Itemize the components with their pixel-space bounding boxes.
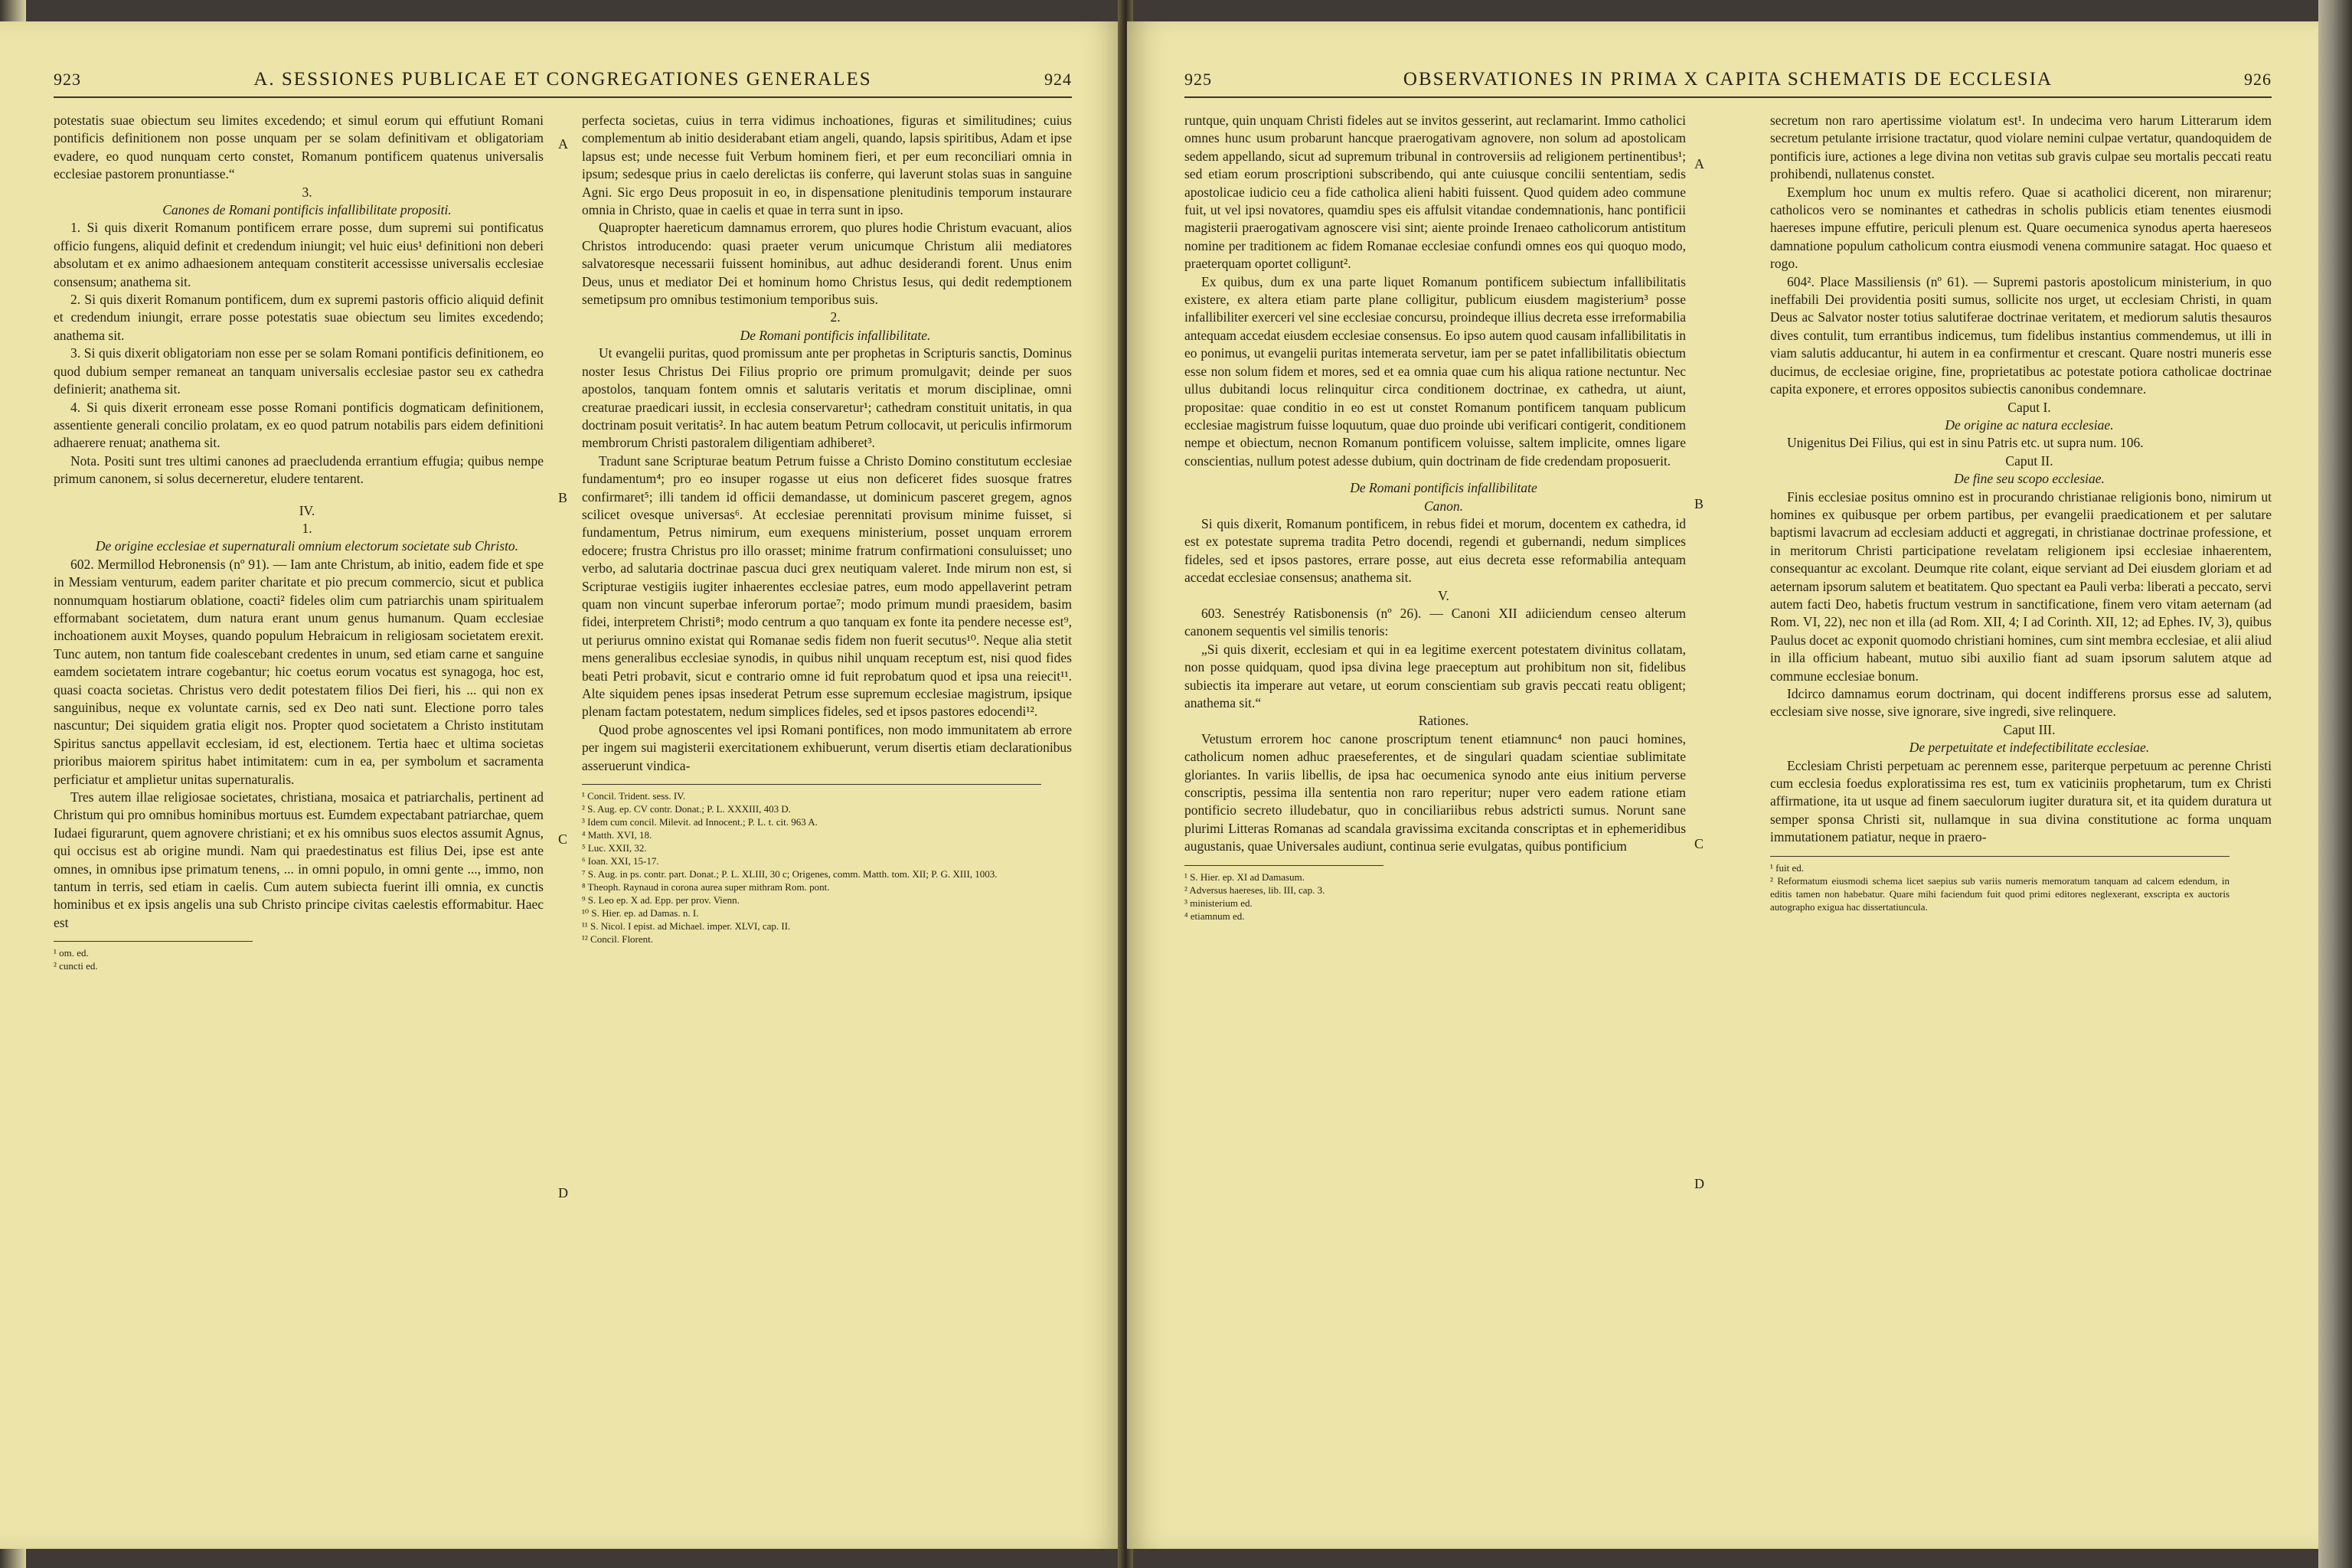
footnote: ² S. Aug. ep. CV contr. Donat.; P. L. XXXIII, 403 D. — [582, 803, 792, 815]
left-page — [0, 21, 1122, 1549]
paragraph: Ut evangelii puritas, quod promissum ante per prophetas in Scripturis sanctis, Dominus noster Iesus Christus Dei Filius proprio ore primum promulgavit; deinde per suos apostolos, tanquam fontem omnis et salutaris veritatis et morum disciplinae, omni creaturae praedicari iussit, in ecclesia conservaretur¹; cathedram constituit unitatis, in qua doctrinam posuit veritatis². In hac autem beatum Petrum collocavit, ut periculis infirmorum membrorum Christi pastoralem diligentiam adhiberet³. — [582, 345, 1072, 451]
section-heading: Canones de Romani pontificis infallibilitate propositi. — [162, 202, 452, 218]
footnote: ² cuncti ed. — [54, 960, 98, 972]
page-number-925: 925 — [1184, 70, 1212, 89]
footnote: ¹⁰ S. Hier. ep. ad Damas. n. I. — [582, 907, 699, 920]
section-number: IV. — [299, 502, 315, 518]
chapter-heading: Caput III. — [2003, 721, 2056, 737]
margin-letter: C — [558, 831, 568, 847]
footnote: ¹ fuit ed. — [1770, 861, 1804, 874]
footnote: ⁵ Luc. XXII, 32. — [582, 842, 647, 854]
footnotes — [1770, 856, 2230, 913]
right-page-column-2 — [1770, 112, 2272, 913]
paragraph: Unigenitus Dei Filius, qui est in sinu Patris etc. ut supra num. 106. — [1787, 435, 2144, 451]
paragraph: perfecta societas, cuius in terra vidimus inchoationes, figuras et similitudines; cuius complementum ab initio desiderabant etiam angeli, quando, lapsis spiritibus, Adam et ipse lapsus est; unde necesse fuit Verbum hominem fieri, et per eum reconciliari omnia in ipsum; sedesque prius in caelo derelictas iis conferre, qui laverunt stolas suas in sanguine Agni. Sic ergo Deus proposuit in eo, in dispensatione plenitudinis temporum instaurare omnia in Christo, quae in caelis et quae in terra sunt in ipso. — [582, 113, 1072, 218]
margin-letter: A — [558, 136, 568, 152]
footnote: ¹ S. Hier. ep. XI ad Damasum. — [1184, 871, 1305, 883]
paragraph: Nota. Positi sunt tres ultimi canones ad praecludenda errantium effugia; quibus nempe primum canonem, si solus decerneretur, eludere tentarent. — [54, 452, 544, 487]
paragraph: potestatis suae obiectum seu limites excedendo; et simul eorum qui effutiunt Romani pontificis definitionem non posse unquam per se solam definitivam et obligatoriam evadere, eo quod nunquam certo constet, Romanum pontificem quatenus universalis ecclesiae pastorem pronuntiasse.“ — [54, 113, 544, 182]
running-head-left — [54, 69, 1072, 90]
section-heading: Rationes. — [1418, 713, 1469, 729]
paragraph: Si quis dixerit, Romanum pontificem, in rebus fidei et morum, docentem ex cathedra, id est ex potestate suprema tradita Petro docendi, regendi et gubernandi, nedum simplices fideles, sed et ipsos pastores, errare posse, aut eius decreta esse reformabilia antequam accedat ecclesiae consensus; anathema sit. — [1184, 515, 1686, 586]
page-number-924: 924 — [1044, 70, 1072, 89]
footnote: ⁴ etiamnum ed. — [1184, 910, 1245, 922]
section-heading: De Romani pontificis infallibilitate — [1350, 480, 1537, 496]
paragraph: Vetustum errorem hoc canone proscriptum tenent etiamnunc⁴ non pauci homines, catholicum nomen adhuc praeseferentes, et de singulari quadam scientiae sublimitate gloriantes. In variis libellis, de ipsa hac oecumenica synodo ante eius initium perverse conscriptis, pessima illa sententia non raro reperitur; nuper vero eadem ratione etiam pontificio secreto illudebatur, quo in conciliariibus rebus adstricti sumus. Norunt sane plurimi Litteras Romanas ad scandala gravissima excitanda conscriptas et in ephemeridibus augustanis, quae Universales audiunt, continua serie evulgatas, quibus pontificium — [1184, 730, 1686, 854]
paragraph: Quod probe agnoscentes vel ipsi Romani pontifices, non modo immunitatem ab errore per ingem sui magisterii exercitationem exhibuerunt, verum disertis etiam declarationibus asseruerunt vindica- — [582, 721, 1072, 773]
paragraph: 603. Senestréy Ratisbonensis (nº 26). — Canoni XII adiiciendum censeo alterum canonem sequentis vel similis tenoris: — [1184, 605, 1686, 639]
chapter-title: De fine seu scopo ecclesiae. — [1954, 471, 2105, 487]
footnote: ⁴ Matth. XVI, 18. — [582, 829, 652, 841]
paragraph: Idcirco damnamus eorum doctrinam, qui docent indifferens prorsus esse ad salutem, ecclesiam sive nosse, sive ignorare, sive ingredi, sive relinquere. — [1770, 686, 2272, 720]
paragraph: runtque, quin unquam Christi fideles aut se invitos gesserint, aut reclamarint. Immo catholici omnes hunc usum probarunt hancque praerogativam agnovere, non solum ad apostolicam sedem appellando, sicut ad supremum tribunal in controversiis ad religionem pertinentibus¹; sed etiam eorum proscriptioni subscribendo, qui ante cuiusque concilii sententiam, sedis apostolicae iudicio ceu a fide catholica alieni habiti fuissent. Quod quidem adeo commune fuit, ut vel ipsi novatores, quamdiu spes eis affulsit vitandae condemnationis, hanc pontificii magisterii praerogativam agnoscere visi sint; aiente proinde Irenaeo catholicorum antistitum nomine per traditionem ac fidem Romanae ecclesiae confundi omnes eos qui quoquo modo, praeterquam oportet colligunt². — [1184, 113, 1686, 272]
running-title-right: OBSERVATIONES IN PRIMA X CAPITA SCHEMATIS DE ECCLESIA — [1403, 69, 2053, 90]
chapter-title: De origine ac natura ecclesiae. — [1945, 416, 2114, 433]
margin-letter: B — [558, 490, 568, 505]
right-page — [1127, 21, 2318, 1549]
chapter-heading: Caput I. — [2007, 399, 2051, 415]
margin-letter: C — [1694, 836, 1704, 851]
paragraph: 3. Si quis dixerit obligatoriam non esse per se solam Romani pontificis definitionem, eo quod dubium semper remaneat an tanquam universalis ecclesiae pastor seu ex cathedra definierit; anathema sit. — [54, 345, 544, 397]
section-number: 2. — [830, 309, 841, 325]
margin-letter: D — [558, 1185, 568, 1200]
left-page-column-2 — [582, 112, 1072, 946]
section-heading: Canon. — [1423, 498, 1464, 514]
page-number-923: 923 — [54, 70, 81, 89]
paragraph: Tres autem illae religiosae societates, christiana, mosaica et patriarchalis, pertinent ad Christum qui pro omnibus hominibus mortuus est. Eumdem expectabant patriarchae, quem Iudaei figurarunt, quem agnovere christiani; et ex his omnibus suos electos assumit Agnus, qui occisus est ab origine mundi. Nam qui praedestinatus est filius Dei, ipse est ante omnes, in omnibus ipse primatum tenens, ... in omni populo, in omni gente ..., immo, non tantum in terris, sed etiam in caelis. Cum autem subiecta fuerint illi omnia, ex cunctis hominibus et ex ipsis angelis una sub Christo principe civitas caelestis efformabitur. Haec est — [54, 789, 544, 930]
footnote: ⁷ S. Aug. in ps. contr. part. Donat.; P. L. XLIII, 30 c; Origenes, comm. Matth. tom. XII; P. G. XIII, 1003. — [582, 868, 998, 880]
paragraph: 1. Si quis dixerit Romanum pontificem errare posse, dum supremi sui pontificatus officio fungens, aliquid definit et credendum iniungit; vel huic eius¹ definitioni non deberi absolutam et ex animo adhaesionem antequam constiterit accessisse universalis ecclesiae consensum; anathema sit. — [54, 220, 544, 289]
left-page-column-1 — [54, 112, 544, 972]
footnote: ¹ Concil. Trident. sess. IV. — [582, 790, 686, 802]
paragraph: 2. Si quis dixerit Romanum pontificem, dum ex supremi pastoris officio aliquid definit et credendum iniungit, errare posse potestatis suae obiectum seu limites excedendo; anathema sit. — [54, 292, 544, 343]
running-head-right — [1184, 69, 2272, 90]
right-page-column-1 — [1184, 112, 1686, 923]
chapter-title: De perpetuitate et indefectibilitate ecclesiae. — [1909, 740, 2150, 756]
footnote: ² Adversus haereses, lib. III, cap. 3. — [1184, 884, 1325, 896]
footnote: ¹² Concil. Florent. — [582, 933, 654, 946]
footnote: ³ Idem cum concil. Milevit. ad Innocent.; P. L. t. cit. 963 A. — [582, 816, 818, 828]
margin-letter: B — [1694, 496, 1704, 511]
paragraph: Ecclesiam Christi perpetuam ac perennem esse, pariterque perpetuum ac perenne Christi cum ecclesia foedus exploratissima res est, tum ex vaticiniis prophetarum, tum ex Christi affirmatione, ita ut usque ad finem saeculorum iugiter duratura sit, et ita quidem duratura ut semper sponsa Christi sit, nullamque in sua divina constitutione ac forma unquam immutationem patiatur, neque in praero- — [1770, 757, 2272, 845]
footnote: ² Reformatum eiusmodi schema licet saepius sub variis numeris memoratum tanquam ad calcem edendum, in editis tamen non habebatur. Quare mihi faciendum fuit quod primi editores neglexerant, exscripta ex auctoris autographo exigua hac dissertatiuncula. — [1770, 874, 2230, 913]
margin-letter: D — [1694, 1176, 1704, 1191]
section-heading: De origine ecclesiae et supernaturali omnium electorum societate sub Christo. — [95, 538, 519, 554]
header-rule — [1184, 96, 2272, 98]
paragraph: 4. Si quis dixerit erroneam esse posse Romani pontificis dogmaticam definitionem, assentiente generali concilio prolatam, ex eo quod patrum notabilis pars eidem definitioni adhaerere renuat; anathema sit. — [54, 399, 544, 451]
paragraph: Exemplum hoc unum ex multis refero. Quae si acatholici dicerent, non mirarenur; catholicos vero se nominantes et cathedras in scholis publicis etiam tenentes eiusmodi haereses impune effutire, periculi plenum est. Quare oecumenica synodus aperta haereseos damnatione populum catholicum contra eiusmodi venena communire satagat. Hoc quaeso et rogo. — [1770, 184, 2272, 272]
paragraph: Ex quibus, dum ex una parte liquet Romanum pontificem subiectum infallibilitatis existere, ex altera etiam parte plane colligitur, publicum eiusdem magisterium³ posse infallibiliter exerceri vel sine ecclesiae concursu, proindeque illius decreta esse irreformabilia antequam accedat eiusdem ecclesiae consensus. Eo ipso autem quod causam infallibilitatis in eo ponimus, ut evangelii puritas intemerata servetur, iam per se patet infallibilitatis obiectum esse non solum fidem et mores, sed et ea omnia quae cum his aliqua ratione nectuntur. Nec ullus dubitandi locus relinquitur circa conditionem doctrinae, ex cathedra, ut aiunt, propositae: quae conditio in eo est ut constet Romanum pontificem tanquam publicum ecclesiae magistrum fuisse loquutum, quae duo proinde ubi verificari contigerit, conditionem nempe et obiectum, necnon Romanum pontificem voluisse, saltem implicite, omnes ligare conscientias, nullum potest adesse dubium, quin doctrinam de fide credendam proposuerit. — [1184, 273, 1686, 469]
footnotes — [582, 784, 1041, 946]
footnotes — [54, 941, 253, 972]
footnote: ⁹ S. Leo ep. X ad. Epp. per prov. Vienn. — [582, 894, 740, 906]
section-heading: De Romani pontificis infallibilitate. — [740, 327, 931, 343]
paragraph: 604². Place Massiliensis (nº 61). — Supremi pastoris apostolicum ministerium, in quo ineffabili Dei providentia positi sumus, sollicite nos urget, ut ecclesiam Christi, in quam Deus ac Salvator noster totius salutiferae doctrinae veritatem, et mediorum salutis thesauros dives contulit, tum errantibus indicemus, tum fidelibus instantius commendemus, ut illi in viam salutis adducantur, hi autem in ea confirmentur et crescant. Quare nostri muneris esse ducimus, de ecclesiae origine, fine, proprietatibus ac potestate potiora catholicae doctrinae capita exponere, et errores oppositos subiectis canonibus condemnare. — [1770, 273, 2272, 397]
paragraph: secretum non raro apertissime violatum est¹. In undecima vero harum Litterarum idem secretum petulante irrisione tractatur, quod violare nemini culpae vertatur, quandoquidem de pontificis iure, actiones a lege divina non vetitas sub gravis culpae seu mortalis peccati reatu prohibendi, nullatenus constet. — [1770, 113, 2272, 182]
page-number-926: 926 — [2244, 70, 2272, 89]
book-right-edge — [2318, 0, 2352, 1568]
paragraph: Tradunt sane Scripturae beatum Petrum fuisse a Christo Domino constitutum ecclesiae fundamentum⁴; pro eo insuper rogasse ut eius non deficeret fides suosque fratres confirmaret⁵; illi tandem id officii demandasse, ut dominicum pasceret gregem, agnos scilicet ovesque universas⁶. At ecclesiae perennitati provisum minime fuisset, si fundamentum, Petrus nimirum, eum exequens ministerium, posset unquam errorem edocere; frustra Christus pro illo orasset; minime fratrum confirmationi consuluisset; uno verbo, ad salutaria doctrinae pascua duci grex neutiquam valeret. Inde mirum non est, si Scripturae vestigiis iugiter inhaerentes ecclesiae patres, eum modo appellaverint petram quam non vincunt superbae inferorum portae⁷; modo primum mundi praesidem, basim fidei, interpretem Christi⁸; modo centrum a quo tanquam ex fonte ita pendere necesse est⁹, ut periurus omnino existat qui Romanae sedis fidem non fuerit secutus¹⁰. Neque alia stetit mens generalibus ecclesiae synodis, in quibus nihil unquam receptum est, nisi quod fides beati Petri probavit, sicut e contrario omne id fuit reprobatum quod et ipsa una reiecit¹¹. Alte siquidem penes ipsas insederat Petrum esse supremum ecclesiae magistrum, ipsique plenam factam potestatem, nedum simplices fideles, sed et ipsos pastores edocendi¹². — [582, 452, 1072, 720]
paragraph: 602. Mermillod Hebronensis (nº 91). — Iam ante Christum, ab initio, eadem fide et spe in Messiam venturum, eadem pariter charitate et pio precum commercio, sicut et publica nonnumquam hostiarum oblatione, coacti² fideles olim cum patriarchis unam spiritualem efformabant societatem, dum natura erant unum genus humanum. Quam ecclesiae inchoationem auxit Moyses, quando populum Hebraicum in religiosam societatem erexit. Tunc autem, non tantum fide coalescebant credentes in unum, sed etiam carne et sanguine eamdem societatem intrare cogebantur; hic coetus eorum vocatus est synagoga, hoc est, quasi coacta societas. Christus vero dedit potestatem filios Dei fieri, his ... qui non ex sanguinibus, neque ex voluntate carnis, sed ex Deo nati sunt. Electione porro tales nascuntur; Dei siquidem gratia eligit nos. Propter quod societatem a Christo institutam Spiritus sanctus appellavit ecclesiam, id est, electionem. Tertia haec et ultima societas prioribus maiorem spiritus habet intimitatem: cum in ea, per symbolum et sacramenta perficiatur et amplietur unitas supernaturalis. — [54, 556, 544, 787]
footnote: ¹ om. ed. — [54, 947, 89, 959]
footnotes — [1184, 865, 1383, 923]
paragraph: Quapropter haereticum damnamus errorem, quo plures hodie Christum evacuant, alios Christos introducendo: quasi praeter verum unicumque Christum alii mediatores salvatoresque necessarii fuissent hominibus, aut adhuc desiderandi forent. Unus enim Deus, unus et mediator Dei et hominum homo Christus Iesus, qui dedit redemptionem semetipsum pro omnibus testimonium temporibus suis. — [582, 220, 1072, 308]
chapter-heading: Caput II. — [2005, 452, 2053, 469]
footnote: ³ ministerium ed. — [1184, 897, 1253, 909]
paragraph: Finis ecclesiae positus omnino est in procurando christianae religionis bono, nimirum ut homines ex quibusque per orbem partibus, per evangelii praedicationem et per salutare baptismi lavacrum ad ecclesiam adducti et aggregati, in christianae doctrinae professione, et in meritorum Christi participatione revelatam religionem ipsi ecclesiae inhaerentem, consequantur ac excolant. Deumque rite colant, eique serviant ad Dei eiusdem gloriam et ad aeternam ipsorum salutem et beatitatem. Quo spectant ea Pauli verba: liberati a peccato, servi autem facti Deo, habetis fructum vestrum in sanctificatione, finem vero vitam aeternam (ad Rom. VI, 22), nec non et illa (ad Rom. XII, 4; I ad Corinth. XII, 12; ad Ephes. IV, 3), quibus Paulus docet ac exponit quomodo christiani homines, cum sint membra ecclesiae, et alii aliud in illa officium habeant, mutuo sibi auxilio fiant ad suam ipsorum salutem atque ad commune ecclesiae bonum. — [1770, 488, 2272, 684]
header-rule — [54, 96, 1072, 98]
section-number: V. — [1438, 587, 1449, 603]
footnote: ⁶ Ioan. XXI, 15-17. — [582, 855, 659, 867]
margin-letter: A — [1694, 156, 1704, 172]
footnote: ¹¹ S. Nicol. I epist. ad Michael. imper. XLVI, cap. II. — [582, 920, 791, 933]
running-title-left: A. SESSIONES PUBLICAE ET CONGREGATIONES GENERALES — [253, 69, 872, 90]
paragraph: „Si quis dixerit, ecclesiam et qui in ea legitime exercent potestatem divinitus collatam, non posse quidquam, quod ipsa divina lege praeceptum aut prohibitum non sit, fidelibus subiectis ita imperare aut vetare, ut eorum conscientiam sub gravis peccati reatu obligent; anathema sit.“ — [1184, 641, 1686, 710]
footnote: ⁸ Theoph. Raynaud in corona aurea super mithram Rom. pont. — [582, 881, 830, 893]
section-number: 1. — [302, 520, 312, 536]
section-number: 3. — [302, 184, 312, 200]
